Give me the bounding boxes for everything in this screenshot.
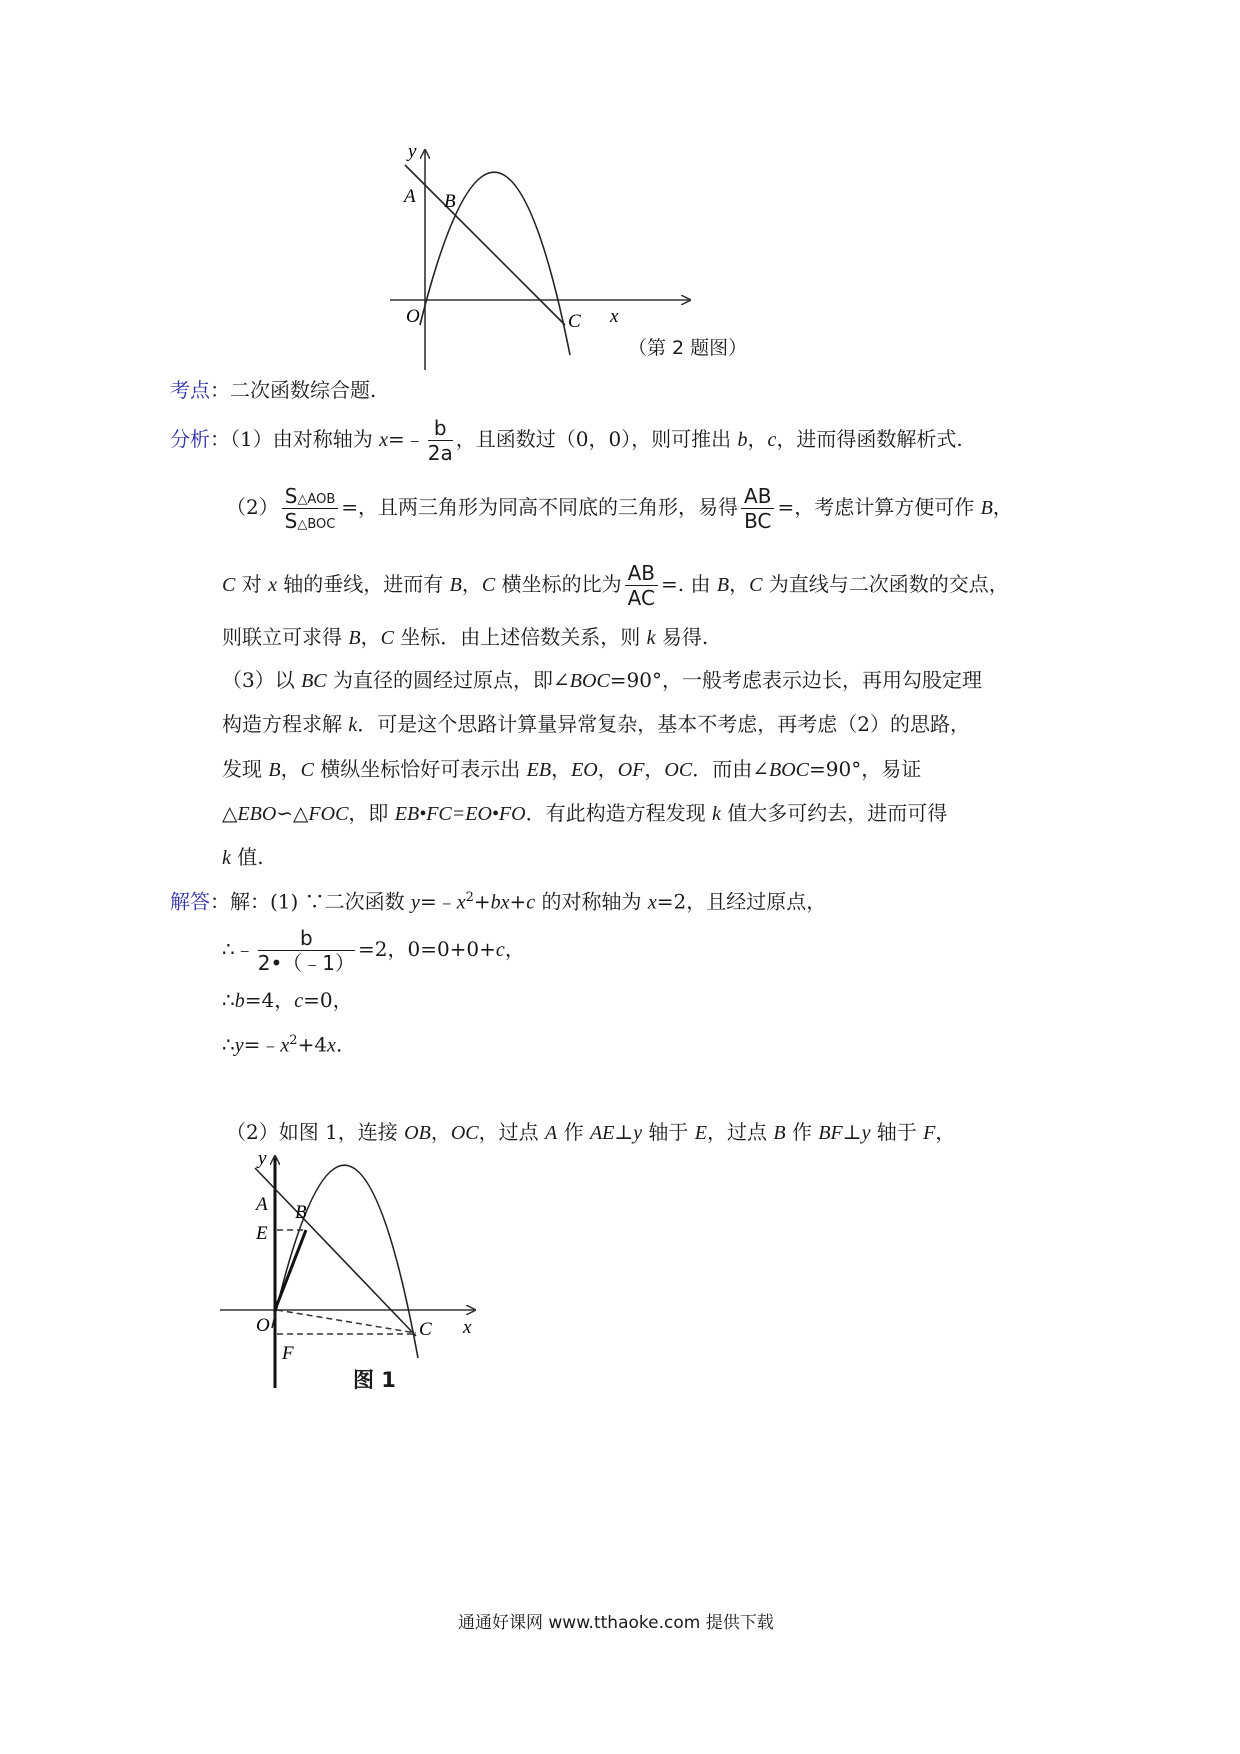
var: BOC — [768, 759, 809, 781]
fraction-b-over-2x-1 — [258, 928, 355, 973]
var: BF — [818, 1122, 843, 1144]
s-main: S — [284, 509, 298, 533]
text: 作 — [557, 1120, 590, 1144]
var: C — [481, 574, 496, 596]
kaodian-line — [170, 380, 376, 400]
text: 作 — [785, 1120, 819, 1144]
text: 值. — [230, 845, 264, 869]
var: k — [222, 847, 231, 869]
text: ，过点 — [478, 1120, 545, 1144]
text: ⊥ — [614, 1120, 634, 1144]
text: 的对称轴为 — [535, 889, 648, 914]
var: x — [268, 574, 277, 596]
var: c — [526, 891, 536, 914]
var: b — [737, 429, 748, 451]
var: EB•FC=EO•FO — [394, 803, 526, 825]
jieda-line-5 — [226, 1122, 955, 1143]
var: x — [647, 891, 657, 914]
superscript: 2 — [289, 1033, 298, 1048]
frac-num: b — [258, 928, 355, 951]
text: =90°，易证 — [808, 757, 922, 781]
fenxi-line-6 — [222, 714, 970, 735]
frac-den: BC — [744, 509, 772, 533]
text: （2） — [226, 495, 279, 519]
frac-num — [282, 486, 339, 509]
frac-num: b — [428, 418, 453, 441]
fenxi-line-5 — [222, 670, 982, 691]
text: 坐标．由上述倍数关系，则 — [393, 625, 647, 649]
text: 解：(1) ∵二次函数 — [230, 889, 412, 914]
text: ， — [747, 427, 768, 451]
text: 易得. — [655, 625, 709, 649]
fenxi-line-4 — [222, 627, 708, 648]
text: 构造方程求解 — [222, 712, 349, 736]
figure-top-graph — [390, 140, 710, 400]
text: =，考虑计算方便可作 — [777, 495, 981, 519]
text: =﹣ — [419, 889, 457, 914]
text: ， — [729, 572, 750, 596]
s-sub: △BOC — [297, 517, 336, 532]
var: B — [980, 497, 993, 519]
text: 对 — [235, 572, 269, 596]
var: y — [234, 1034, 244, 1057]
var: AE — [589, 1122, 615, 1144]
fenxi-line-3 — [222, 563, 1009, 608]
var: OC — [450, 1122, 479, 1144]
text: =，且两三角形为同高不同底的三角形，易得 — [341, 495, 739, 519]
var: EBO — [237, 803, 277, 825]
kaodian-text: 二次函数综合题. — [230, 378, 377, 402]
text: + — [509, 889, 527, 914]
text: 发现 — [222, 757, 269, 781]
var: y — [633, 1122, 643, 1144]
var: c — [767, 429, 777, 451]
label-c: C — [568, 311, 581, 332]
line-abc — [405, 165, 565, 325]
var: B — [449, 574, 462, 596]
text: 为直径的圆经过原点，即∠ — [326, 668, 570, 692]
var: B — [716, 574, 730, 596]
text: ∴ — [222, 988, 235, 1012]
label-a: A — [256, 1194, 268, 1215]
var: OC — [664, 759, 693, 781]
text: =. 由 — [661, 572, 717, 596]
text: ∽△ — [276, 801, 309, 825]
jieda-colon: ： — [210, 889, 230, 914]
var: BC — [301, 670, 327, 692]
text: 轴于 — [870, 1120, 924, 1144]
text: ，即 — [348, 801, 395, 825]
label-o: O — [256, 1315, 270, 1336]
var: E — [694, 1122, 708, 1144]
figure-one-caption: 图 1 — [353, 1368, 396, 1392]
var: B — [268, 759, 281, 781]
var: C — [222, 574, 236, 596]
text: ∴﹣ — [222, 937, 255, 961]
var: x — [327, 1034, 336, 1057]
text: ， — [644, 757, 665, 781]
fenxi-line-8 — [222, 803, 947, 824]
fraction-ab-ac — [625, 563, 658, 608]
fenxi-colon: ： — [210, 427, 230, 451]
text: ， — [597, 757, 618, 781]
text: =90°，一般考虑表示边长，再用勾股定理 — [609, 668, 982, 692]
text: + — [473, 889, 491, 914]
text: ．有此构造方程发现 — [525, 801, 712, 825]
segment-ob — [275, 1230, 306, 1310]
label-f: F — [282, 1343, 294, 1364]
text: 则联立可求得 — [222, 625, 349, 649]
label-y: y — [258, 1148, 267, 1169]
var: x — [379, 429, 388, 451]
text: ， — [461, 572, 482, 596]
text: （3）以 — [222, 668, 302, 692]
var: A — [545, 1122, 558, 1144]
frac-num: AB — [741, 486, 774, 509]
fenxi-line-7 — [222, 759, 921, 780]
frac-den — [282, 509, 339, 531]
label-b: B — [295, 1202, 307, 1223]
text: =2，0=0+0+ — [357, 937, 496, 961]
var: BOC — [569, 670, 610, 692]
figure-top-caption: （第 2 题图） — [628, 337, 748, 359]
s-main: S — [284, 484, 298, 508]
text: △ — [222, 801, 238, 825]
text: =2，且经过原点， — [656, 889, 827, 914]
var: x — [280, 1034, 290, 1057]
var: F — [923, 1122, 936, 1144]
text: =﹣ — [243, 1032, 281, 1057]
var: y — [411, 891, 420, 914]
label-c: C — [419, 1319, 432, 1340]
text: （2）如图 1，连接 — [226, 1120, 405, 1144]
var: c — [495, 939, 505, 961]
text: ．而由∠ — [692, 757, 769, 781]
var: B — [773, 1122, 786, 1144]
fraction-area-ratio — [282, 486, 339, 531]
var: k — [348, 714, 358, 736]
frac-den: 2•（﹣1） — [257, 951, 355, 975]
var: OF — [617, 759, 645, 781]
var: EO — [571, 759, 598, 781]
frac-num: AB — [625, 563, 658, 586]
text: 横纵坐标恰好可表示出 — [313, 757, 527, 781]
text: ，且函数过（0，0），则可推出 — [455, 427, 738, 451]
footer: 通通好课网 www.tthaoke.com 提供下载 — [458, 1613, 774, 1633]
text: ， — [360, 625, 381, 649]
text: ∴ — [222, 1032, 235, 1057]
fenxi-line-9 — [222, 847, 264, 868]
fraction-b-over-2a — [428, 418, 453, 463]
text: 轴于 — [642, 1120, 695, 1144]
text: =﹣ — [387, 427, 425, 451]
var: k — [711, 803, 721, 825]
label-b: B — [444, 191, 456, 212]
var: C — [749, 574, 763, 596]
s-sub: △AOB — [297, 492, 336, 507]
text: ⊥ — [842, 1120, 862, 1144]
var: EB — [526, 759, 552, 781]
text: 值大多可约去，进而可得 — [720, 801, 948, 825]
var: y — [861, 1122, 871, 1144]
label-y: y — [408, 141, 417, 162]
superscript: 2 — [465, 890, 474, 905]
text: +4 — [297, 1032, 328, 1057]
frac-den: AC — [627, 586, 655, 610]
var: k — [646, 627, 656, 649]
figure-top — [390, 140, 710, 400]
text: ，进而得函数解析式. — [776, 427, 963, 451]
fenxi-line-1 — [170, 418, 963, 463]
text: ， — [935, 1120, 956, 1144]
label-x: x — [463, 1317, 472, 1338]
figure-one — [220, 1148, 500, 1398]
jieda-line-2 — [222, 928, 525, 973]
var: c — [294, 990, 304, 1012]
text: ， — [504, 937, 525, 961]
text: ， — [992, 495, 1013, 519]
fenxi-line-2 — [226, 486, 1013, 531]
label-e: E — [256, 1223, 268, 1244]
label-a: A — [404, 186, 416, 207]
var: B — [348, 627, 361, 649]
var: C — [380, 627, 394, 649]
var: FOC — [308, 803, 349, 825]
text: . — [335, 1032, 343, 1057]
text: =0， — [303, 988, 353, 1012]
text: ， — [551, 757, 572, 781]
frac-den: 2a — [427, 441, 453, 465]
jieda-line-3 — [222, 990, 353, 1011]
fenxi-label: 分析 — [170, 427, 210, 451]
fraction-ab-bc — [741, 486, 774, 531]
jieda-label: 解答 — [170, 889, 210, 914]
var: C — [300, 759, 314, 781]
jieda-line-1 — [170, 891, 826, 913]
kaodian-label: 考点 — [170, 378, 210, 402]
text: 轴的垂线，进而有 — [276, 572, 450, 596]
var: bx — [490, 891, 510, 914]
text: ， — [430, 1120, 451, 1144]
text: 横坐标的比为 — [495, 572, 622, 596]
figure-one-graph — [220, 1148, 500, 1398]
var: OB — [404, 1122, 431, 1144]
text: ，过点 — [707, 1120, 774, 1144]
text: 为直线与二次函数的交点， — [762, 572, 1009, 596]
var: b — [234, 990, 245, 1012]
text: =4， — [244, 988, 295, 1012]
text: （1）由对称轴为 — [230, 427, 380, 451]
kaodian-colon: ： — [210, 378, 230, 402]
text: ．可是这个思路计算量异常复杂，基本不考虑，再考虑（2）的思路， — [357, 712, 970, 736]
text: ， — [280, 757, 301, 781]
parabola — [420, 172, 570, 355]
label-o: O — [406, 306, 420, 327]
var: x — [456, 891, 466, 914]
jieda-line-4 — [222, 1034, 342, 1056]
label-x: x — [610, 306, 619, 327]
